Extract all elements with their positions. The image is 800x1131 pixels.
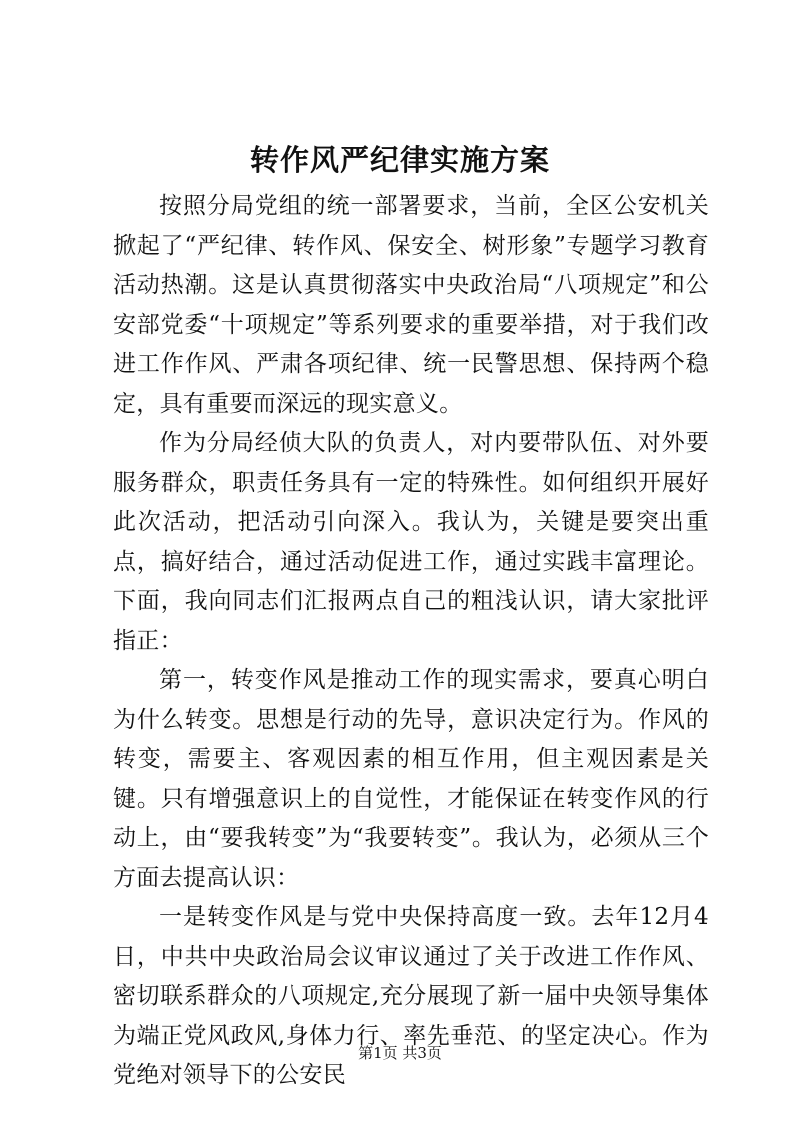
- page-footer: 第1页 共3页: [358, 1044, 442, 1062]
- document-title: 转作风严纪律实施方案: [249, 143, 550, 177]
- paragraph-2: 作为分局经侦大队的负责人，对内要带队伍、对外要服务群众，职责任务具有一定的特殊性。如何组织开展好此次活动，把活动引向深入。我认为，关键是要突出重点，搞好结合，通过活动促进工作，通过实践丰富理论。下面，我向同志们汇报两点自己的粗浅认识，请大家批评指正：: [113, 430, 709, 654]
- document-body: [113, 187, 709, 1096]
- paragraph-1: 按照分局党组的统一部署要求，当前，全区公安机关掀起了“严纪律、转作风、保安全、树形象”专题学习教育活动热潮。这是认真贯彻落实中央政治局“八项规定”和公安部党委“十项规定”等系列要求的重要举措，对于我们改进工作作风、严肃各项纪律、统一民警思想、保持两个稳定，具有重要而深远的现实意义。: [113, 193, 709, 417]
- paragraph-3: 第一，转变作风是推动工作的现实需求，要真心明白为什么转变。思想是行动的先导，意识决定行为。作风的转变，需要主、客观因素的相互作用，但主观因素是关键。只有增强意识上的自觉性，才能保证在转变作风的行动上，由“要我转变”为“我要转变”。我认为，必须从三个方面去提高认识：: [113, 667, 709, 891]
- paragraph-4: 一是转变作风是与党中央保持高度一致。去年12月4日，中共中央政治局会议审议通过了关于改进工作作风、密切联系群众的八项规定,充分展现了新一届中央领导集体为端正党风政风,身体力行、率先垂范、的坚定决心。作为党绝对领导下的公安民: [113, 904, 709, 1088]
